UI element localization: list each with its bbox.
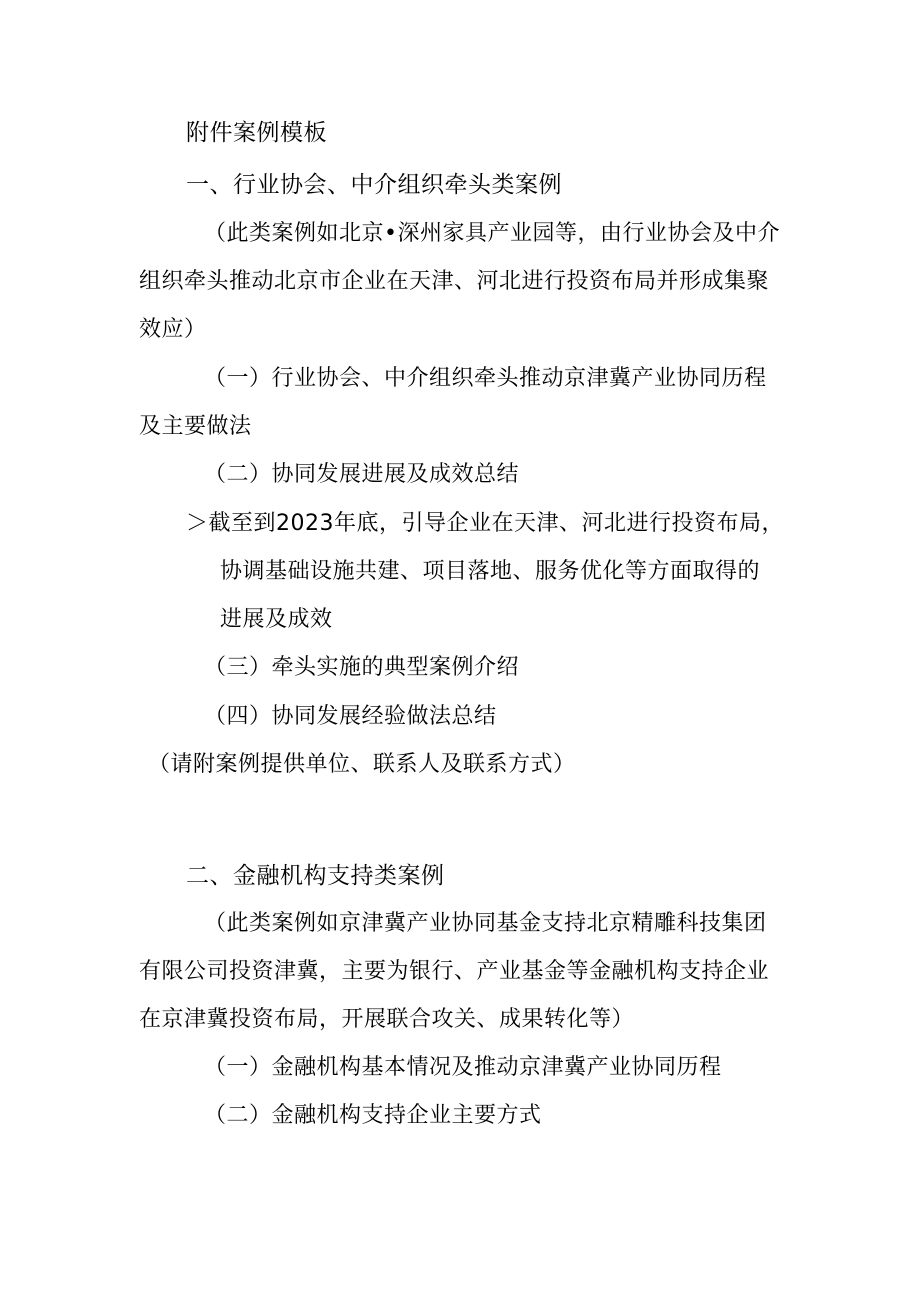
section-1-item-1-line-1: （一）行业协会、中介组织牵头推动京津冀产业协同历程 xyxy=(204,366,767,391)
section-1-intro-line-2: 组织牵头推动北京市企业在天津、河北进行投资布局并形成集聚 xyxy=(139,269,770,294)
section-1-heading: 一、行业协会、中介组织牵头类案例 xyxy=(186,172,562,198)
section-1-intro-line-3: 效应） xyxy=(139,317,207,342)
section-2-item-1: （一）金融机构基本情况及推动京津冀产业协同历程 xyxy=(204,1055,722,1080)
section-2-heading: 二、金融机构支持类案例 xyxy=(186,863,445,889)
section-1-item-1-line-2: 及主要做法 xyxy=(139,414,252,439)
section-1-item-3: （三）牵头实施的典型案例介绍 xyxy=(204,655,520,680)
section-2-intro-line-3: 在京津冀投资布局，开展联合攻关、成果转化等） xyxy=(139,1007,635,1032)
section-1-item-2: （二）协同发展进展及成效总结 xyxy=(204,462,520,487)
section-1-item-4: （四）协同发展经验做法总结 xyxy=(204,704,497,729)
section-1-bullet-line-2: 协调基础设施共建、项目落地、服务优化等方面取得的 xyxy=(220,559,761,584)
section-1-bullet-line-1: ＞截至到2023年底，引导企业在天津、河北进行投资布局， xyxy=(186,511,784,536)
section-2-intro-line-1: （此类案例如京津冀产业协同基金支持北京精雕科技集团 xyxy=(204,911,767,936)
section-1-contact-note: （请附案例提供单位、联系人及联系方式） xyxy=(148,752,576,777)
section-2-item-2: （二）金融机构支持企业主要方式 xyxy=(204,1103,542,1128)
attachment-title: 附件案例模板 xyxy=(186,120,327,146)
section-2-intro-line-2: 有限公司投资津冀，主要为银行、产业基金等金融机构支持企业 xyxy=(139,959,770,984)
section-1-intro-line-1: （此类案例如北京•深州家具产业园等，由行业协会及中介 xyxy=(204,221,780,246)
section-1-bullet-line-3: 进展及成效 xyxy=(220,607,333,632)
